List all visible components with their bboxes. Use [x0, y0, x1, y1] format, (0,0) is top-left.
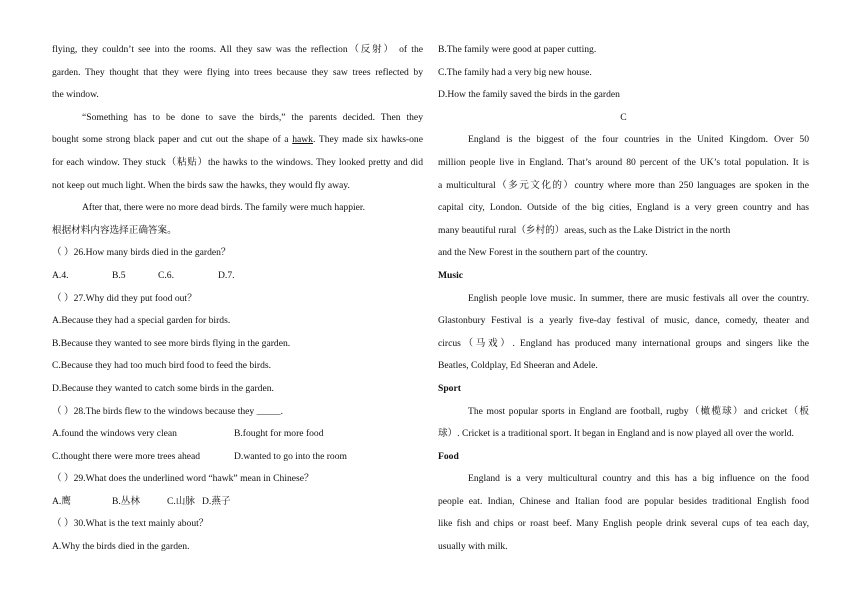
option-b: B.fought for more food	[234, 428, 324, 440]
question-28-options-cd	[52, 446, 423, 469]
story-line: not keep out much light. When the birds saw the hawks, they would fly away.	[52, 179, 350, 191]
story-line: “Something has to be done to save the birds,” the parents decided. Then they	[82, 111, 423, 123]
story-line: flying, they couldn’t see into the rooms. All they saw was the reflection（反射） of the	[52, 44, 423, 55]
option-c: C.thought there were more trees ahead	[52, 450, 201, 462]
section-heading-music: Music	[438, 269, 464, 281]
question-28: （ ）28.The birds flew to the windows because they _____.	[52, 405, 284, 417]
instruction: 根据材料内容选择正确答案。	[52, 224, 177, 236]
option-a: A.鹰	[52, 495, 71, 507]
option-d: D.燕子	[202, 495, 231, 507]
passage-line: Glastonbury Festival is a yearly five-day festival of music, dance, comedy, theater and	[438, 315, 809, 327]
story-line: the window.	[52, 89, 99, 101]
passage-line: and the New Forest in the southern part of the country.	[438, 247, 648, 259]
question-30: （ ）30.What is the text mainly about？	[52, 518, 209, 530]
option-a: A.Because they had a special garden for birds.	[52, 315, 231, 327]
passage-line: capital city, London. Outside of the big cities, England is a very green country and has	[438, 202, 809, 214]
text-segment: . They made six hawks-one	[312, 134, 423, 146]
story-line: After that, there were no more dead birds. The family were much happier.	[82, 202, 365, 214]
question-27: （ ）27.Why did they put food out？	[52, 292, 197, 304]
passage-line: England is the biggest of the four countries in the United Kingdom. Over 50	[468, 134, 809, 146]
question-28-options-ab	[52, 423, 423, 446]
passage-line: Beatles, Coldplay, Ed Sheeran and Adele.	[438, 360, 598, 372]
passage-line: 球）. Cricket is a traditional sport. It began in England and is now played all over the world.	[438, 428, 794, 440]
option-d: D.7.	[218, 269, 235, 281]
story-line: garden. They thought that they were flying into trees because they saw trees reflected by	[52, 66, 423, 78]
question-29-options	[52, 491, 423, 514]
option-b: B.丛林	[112, 495, 140, 507]
option-d: D.Because they wanted to catch some birds in the garden.	[52, 382, 274, 394]
option-c: C.Because they had too much bird food to feed the birds.	[52, 360, 272, 372]
option-d: D.How the family saved the birds in the garden	[438, 89, 620, 101]
option-c: C.山脉	[167, 495, 195, 507]
passage-line: England is a very multicultural country and this has a big influence on the food	[468, 473, 809, 485]
option-b: B.Because they wanted to see more birds flying in the garden.	[52, 337, 291, 349]
option-b: B.The family were good at paper cutting.	[438, 44, 597, 55]
passage-line: many beautiful rural（乡村的）areas, such as the Lake District in the north	[438, 224, 731, 236]
passage-line: English people love music. In summer, there are music festivals all over the country.	[468, 292, 809, 304]
passage-line: usually with milk.	[438, 541, 508, 553]
text-segment: bought some strong black paper and cut out the shape of a	[52, 134, 293, 146]
passage-line: people eat. Indian, Chinese and Italian food are popular besides traditional English food	[438, 495, 809, 507]
story-line-with-hawk	[52, 129, 423, 152]
story-line: for each window. They stuck（粘贴）the hawks to the windows. They looked pretty and did	[52, 156, 423, 168]
passage-line: like fish and chips or roast beef. Many English people drink several cups of tea each day,	[438, 518, 809, 530]
option-a: A.found the windows very clean	[52, 428, 177, 440]
right-column	[438, 39, 809, 559]
section-heading-sport: Sport	[438, 382, 461, 394]
option-b: B.5	[112, 269, 126, 281]
passage-line: million people live in England. That’s around 80 percent of the UK’s total population. It is	[438, 156, 809, 168]
underlined-word-hawk: hawk	[292, 134, 313, 146]
question-29: （ ）29.What does the underlined word “hawk” mean in Chinese？	[52, 473, 314, 485]
question-26: （ ）26.How many birds died in the garden？	[52, 247, 231, 259]
option-a: A.Why the birds died in the garden.	[52, 541, 190, 553]
option-c: C.The family had a very big new house.	[438, 66, 592, 78]
passage-line: The most popular sports in England are football, rugby（橄榄球）and cricket（板	[468, 405, 809, 417]
question-26-options	[52, 265, 423, 288]
passage-line: circus（马戏）. England has produced many international groups and singers like the	[438, 337, 809, 349]
option-a: A.4.	[52, 269, 69, 281]
passage-line: a multicultural（多元文化的）country where more than 250 languages are spoken in the	[438, 179, 809, 191]
option-c: C.6.	[158, 269, 174, 281]
left-column	[52, 39, 423, 559]
section-heading-food: Food	[438, 450, 459, 462]
option-d: D.wanted to go into the room	[234, 450, 347, 462]
section-letter: C	[620, 111, 627, 123]
